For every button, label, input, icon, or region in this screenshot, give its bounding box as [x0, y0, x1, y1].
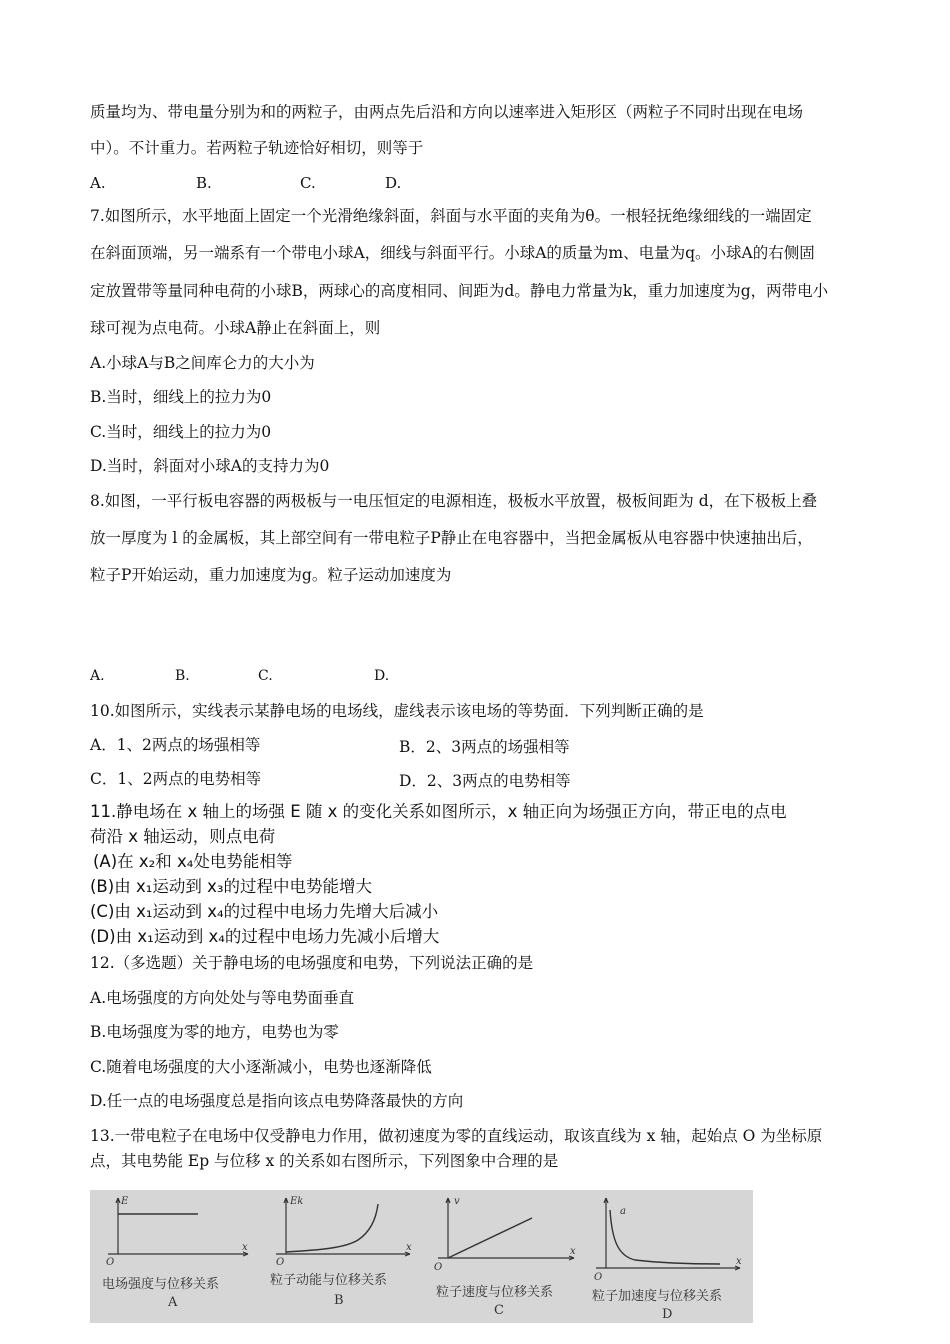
graph-b-curve — [286, 1204, 378, 1252]
q10-option-b: B．2、3两点的场强相等 — [399, 738, 570, 756]
q7-option-d: D.当时，斜面对小球A的支持力为0 — [90, 457, 330, 475]
q8-line2: 放一厚度为 l 的金属板，其上部空间有一带电粒子P静止在电容器中，当把金属板从电容器中快速抽出后， — [90, 529, 813, 547]
graph-d-letter: D — [662, 1307, 673, 1322]
q7-line2: 在斜面顶端，另一端系有一个带电小球A，细线与斜面平行。小球A的质量为m、电量为q。小球A的右侧固 — [90, 244, 815, 262]
graph-d-xlabel: x — [736, 1256, 742, 1267]
graph-c-ylabel: v — [454, 1196, 460, 1207]
graph-a-origin: O — [106, 1257, 115, 1268]
graph-b-xlabel: x — [406, 1242, 412, 1253]
graphs-figure — [90, 1190, 753, 1323]
q11-option-a: (A)在 x₂和 x₄处电势能相等 — [93, 852, 293, 871]
q10-option-d: D．2、3两点的电势相等 — [399, 772, 571, 790]
q8-option-d: D. — [374, 668, 390, 684]
graph-d-caption: 粒子加速度与位移关系 — [592, 1289, 723, 1304]
q11-option-c: (C)由 x₁运动到 x₄的过程中电场力先增大后减小 — [90, 902, 439, 921]
q7-line4: 球可视为点电荷。小球A静止在斜面上，则 — [90, 319, 381, 337]
q13-line2: 点，其电势能 Ep 与位移 x 的关系如右图所示，下列图象中合理的是 — [90, 1152, 559, 1170]
graph-c-axes — [438, 1198, 574, 1260]
graph-c-letter: C — [494, 1303, 504, 1318]
graph-c-origin: O — [434, 1262, 443, 1273]
q8-option-b: B. — [175, 668, 190, 684]
graph-a-xlabel: x — [242, 1242, 248, 1253]
graph-d-origin: O — [594, 1272, 603, 1283]
graph-a-axes — [108, 1198, 248, 1256]
q12-option-b: B.电场强度为零的地方，电势也为零 — [90, 1023, 339, 1041]
q7-option-a: A.小球A与B之间库仑力的大小为 — [90, 354, 315, 372]
q10-line1: 10.如图所示，实线表示某静电场的电场线，虚线表示该电场的等势面．下列判断正确的是 — [90, 702, 704, 720]
graph-c-caption: 粒子速度与位移关系 — [436, 1285, 554, 1300]
graph-b-origin: O — [276, 1257, 285, 1268]
q8-line1: 8.如图，一平行板电容器的两极板与一电压恒定的电源相连，极板水平放置，极板间距为 d，在下极板上叠 — [90, 492, 818, 510]
q6-option-b: B. — [196, 174, 212, 192]
graph-c-xlabel: x — [570, 1246, 576, 1257]
q10-option-a: A．1、2两点的场强相等 — [90, 736, 261, 754]
graph-c-curve — [448, 1218, 532, 1258]
q13-line1: 13.一带电粒子在电场中仅受静电力作用，做初速度为零的直线运动，取该直线为 x 轴，起始点 O 为坐标原 — [90, 1127, 823, 1145]
q6-line1: 质量均为、带电量分别为和的两粒子，由两点先后沿和方向以速率进入矩形区（两粒子不同时出现在电场 — [90, 103, 804, 121]
q12-option-c: C.随着电场强度的大小逐渐减小，电势也逐渐降低 — [90, 1058, 432, 1076]
q6-option-c: C. — [300, 174, 316, 192]
q11-line1: 11.静电场在 x 轴上的场强 E 随 x 的变化关系如图所示，x 轴正向为场强正方向，带正电的点电 — [90, 802, 787, 821]
graph-b-ylabel: Ek — [290, 1196, 304, 1207]
q6-option-d: D. — [385, 174, 402, 192]
graph-b-letter: B — [334, 1293, 344, 1308]
q11-option-d: (D)由 x₁运动到 x₄的过程中电场力先减小后增大 — [90, 927, 440, 946]
q7-option-c: C.当时，细线上的拉力为0 — [90, 423, 272, 441]
q7-line1: 7.如图所示，水平地面上固定一个光滑绝缘斜面，斜面与水平面的夹角为θ。一根轻抚绝缘细线的一端固定 — [90, 207, 812, 225]
graph-a-caption: 电场强度与位移关系 — [102, 1277, 220, 1292]
graph-a-ylabel: E — [121, 1196, 129, 1207]
q10-option-c: C．1、2两点的电势相等 — [90, 770, 262, 788]
q7-option-b: B.当时，细线上的拉力为0 — [90, 388, 272, 406]
q12-option-a: A.电场强度的方向处处与等电势面垂直 — [90, 989, 355, 1007]
q8-option-c: C. — [258, 668, 273, 684]
q12-line1: 12.（多选题）关于静电场的电场强度和电势，下列说法正确的是 — [90, 954, 534, 972]
q6-line2: 中）。不计重力。若两粒子轨迹恰好相切，则等于 — [90, 139, 424, 157]
q6-option-a: A. — [90, 174, 106, 192]
q12-option-d: D.任一点的电场强度总是指向该点电势降落最快的方向 — [90, 1092, 464, 1110]
graph-d-curve — [610, 1210, 720, 1264]
graph-d-axes — [596, 1198, 740, 1270]
graph-d-ylabel: a — [620, 1206, 626, 1217]
q8-line3: 粒子P开始运动，重力加速度为g。粒子运动加速度为 — [90, 566, 452, 584]
q7-line3: 定放置带等量同种电荷的小球B，两球心的高度相同、间距为d。静电力常量为k，重力加速度为g，两带电小 — [90, 282, 829, 300]
q8-option-a: A. — [90, 668, 105, 684]
q11-line2: 荷沿 x 轴运动，则点电荷 — [90, 827, 276, 846]
graph-b-caption: 粒子动能与位移关系 — [270, 1273, 388, 1288]
graphs-figure-svg — [90, 1190, 753, 1323]
q11-option-b: (B)由 x₁运动到 x₃的过程中电势能增大 — [90, 877, 372, 896]
graph-a-letter: A — [168, 1295, 178, 1310]
